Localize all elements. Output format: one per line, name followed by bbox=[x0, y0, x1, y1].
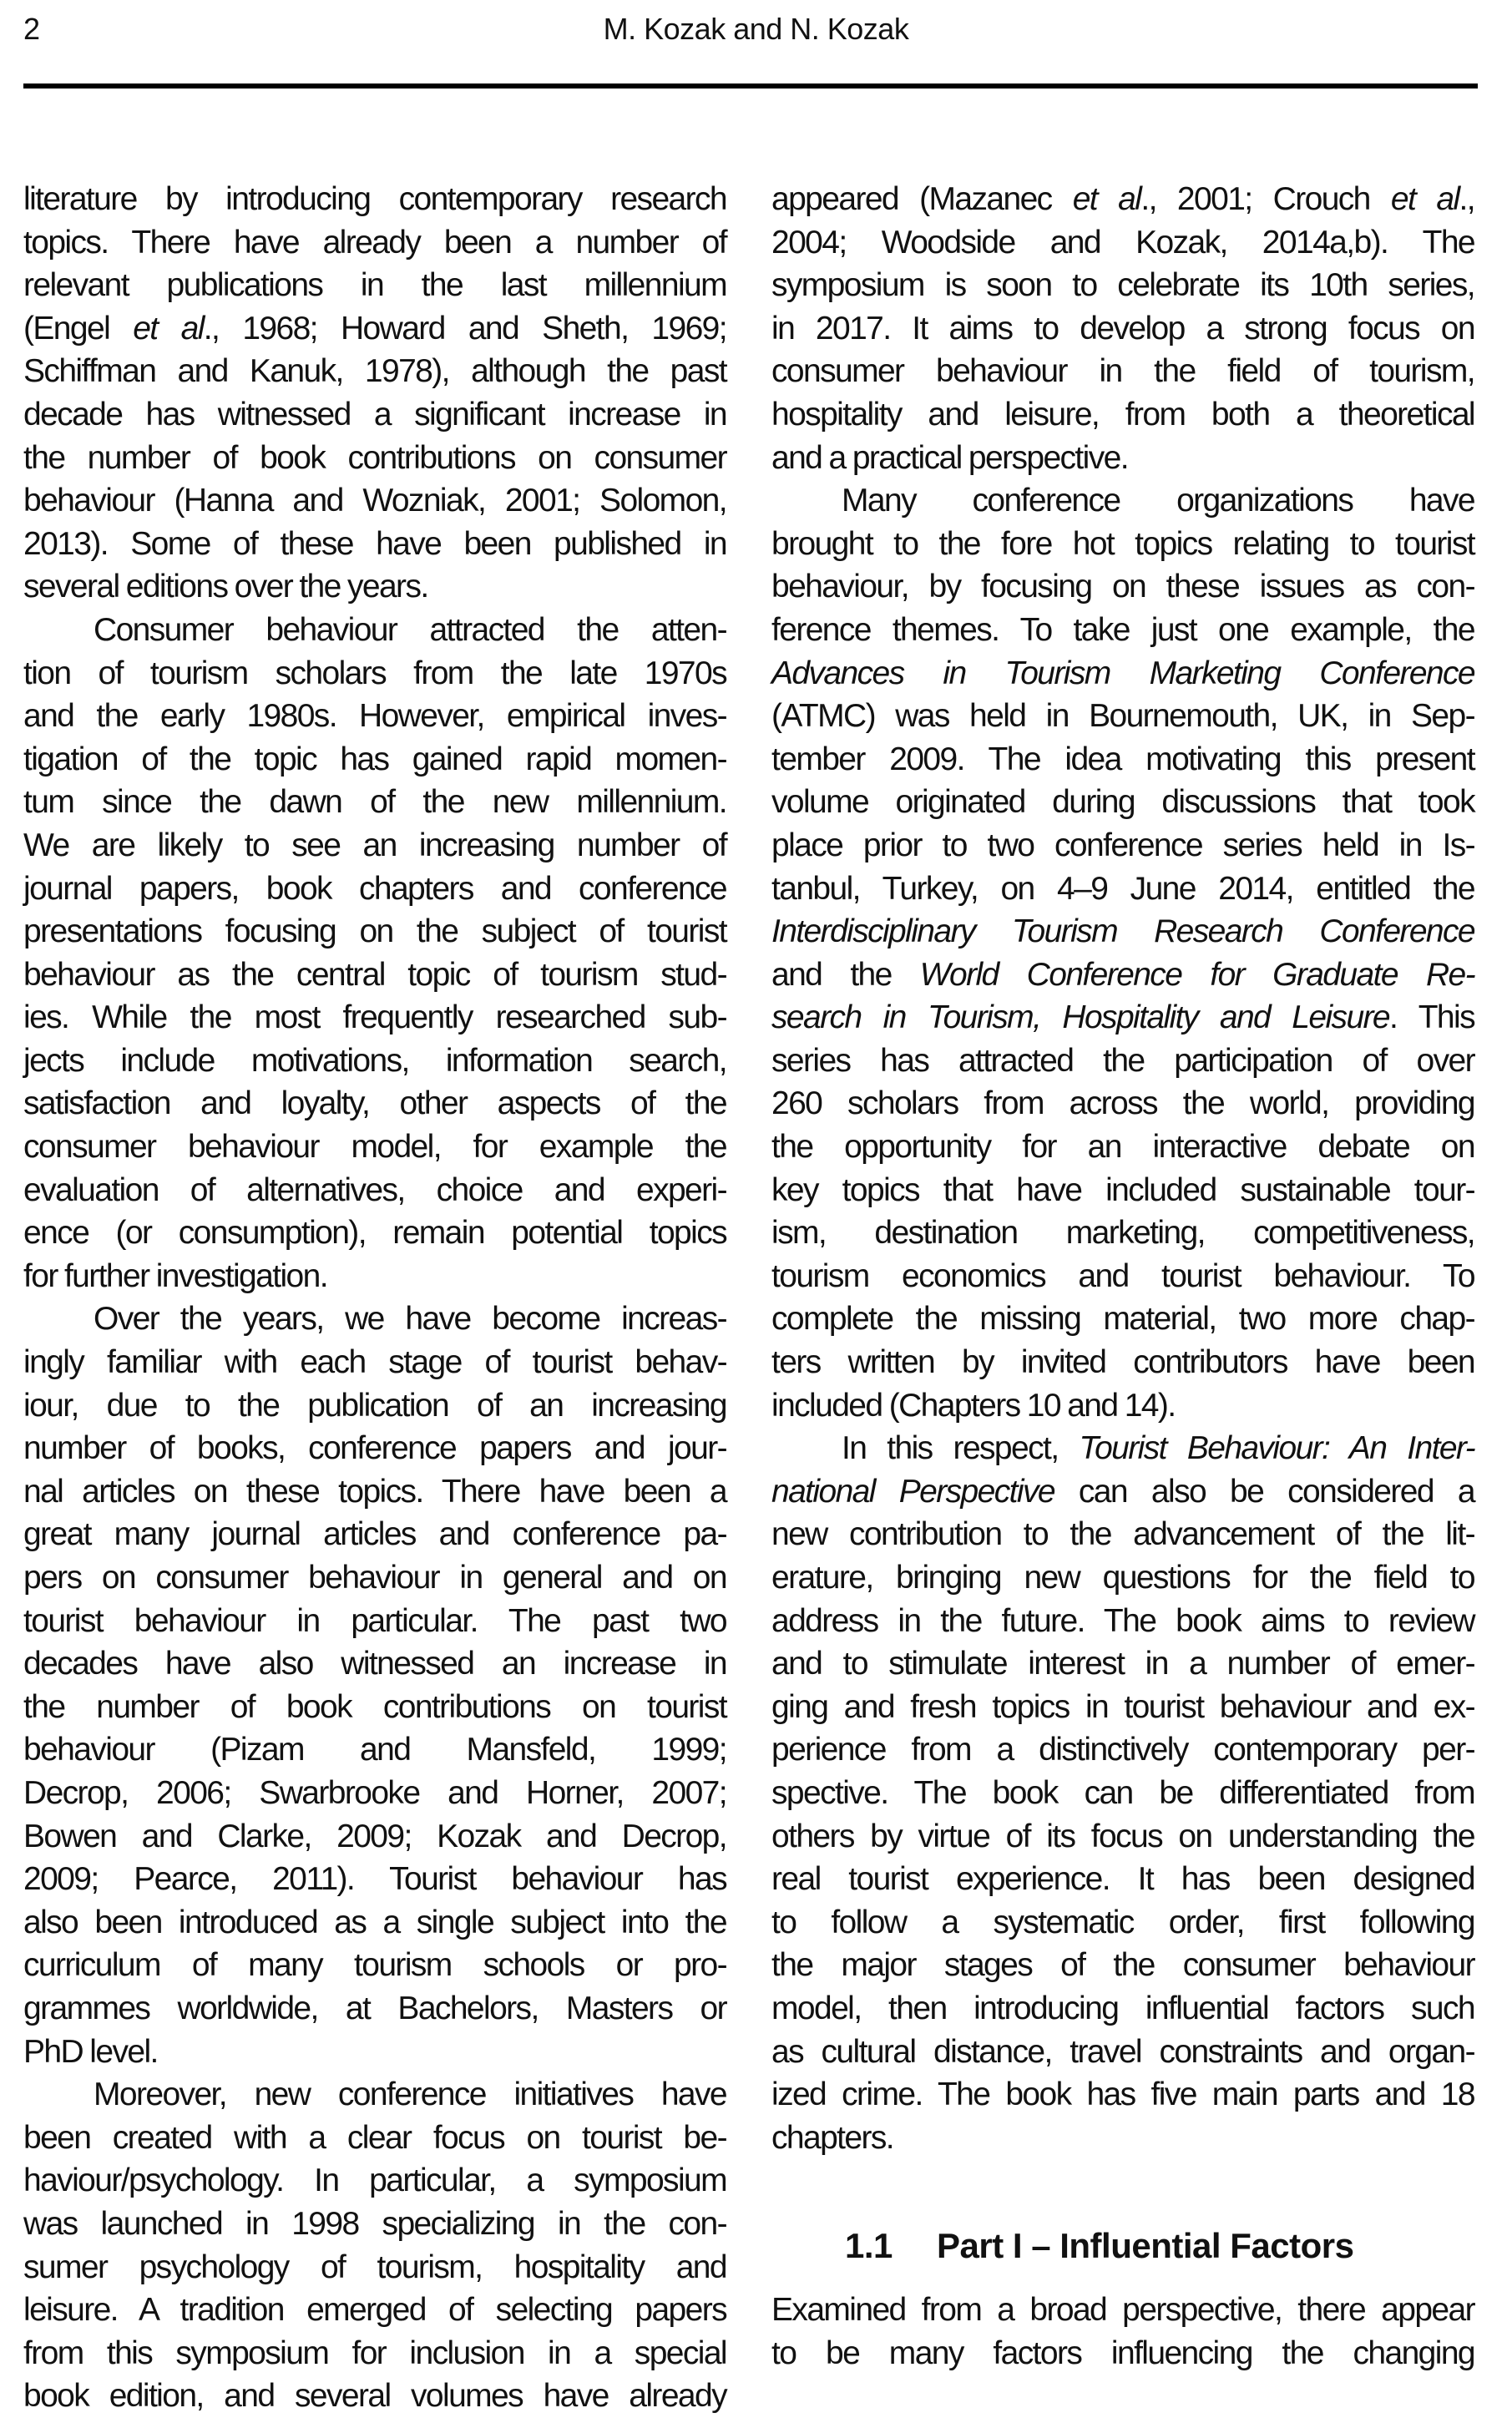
text-line: spective. The book can be differentiated from bbox=[771, 1774, 1474, 1811]
text-line: for further investigation. bbox=[23, 1257, 327, 1294]
text-line: In this respect, Tourist Behaviour: An Inter- bbox=[842, 1430, 1474, 1467]
text-line: and the early 1980s. However, empirical inves- bbox=[23, 698, 726, 735]
italic-text: Interdisciplinary Tourism Research Conference bbox=[771, 913, 1474, 950]
section-number: 1.1 bbox=[845, 2225, 893, 2265]
section-body bbox=[771, 2289, 1474, 2375]
running-head bbox=[0, 12, 1512, 53]
text-line: to follow a systematic order, first following bbox=[771, 1904, 1474, 1940]
text-line: (ATMC) was held in Bournemouth, UK, in Sep- bbox=[771, 698, 1474, 735]
text-line: tigation of the topic has gained rapid momen- bbox=[23, 741, 726, 777]
italic-text: et al bbox=[1390, 181, 1459, 217]
text-line: and a practical perspective. bbox=[771, 439, 1128, 476]
text-line: haviour/psychology. In particular, a symposium bbox=[23, 2163, 726, 2199]
text-line: search in Tourism, Hospitality and Leisure. This bbox=[771, 999, 1474, 1036]
text-line: ference themes. To take just one example, the bbox=[771, 611, 1474, 648]
right-column bbox=[771, 178, 1474, 2375]
text-line: great many journal articles and conference pa- bbox=[23, 1516, 726, 1553]
italic-text: national Perspective bbox=[771, 1473, 1054, 1510]
text-line: Over the years, we have become increas- bbox=[94, 1301, 726, 1338]
text-line: Bowen and Clarke, 2009; Kozak and Decrop, bbox=[23, 1818, 726, 1854]
text-line: 2013). Some of these have been published in bbox=[23, 525, 726, 562]
header-rule bbox=[23, 83, 1478, 89]
text-line: and to stimulate interest in a number of emer- bbox=[771, 1646, 1474, 1682]
italic-text: et al bbox=[133, 310, 204, 347]
italic-text: World Conference for Graduate Re- bbox=[919, 956, 1474, 993]
text-line: brought to the fore hot topics relating to tourist bbox=[771, 525, 1474, 562]
text-line: behaviour (Pizam and Mansfeld, 1999; bbox=[23, 1732, 726, 1768]
text-line: chapters. bbox=[771, 2119, 894, 2156]
text-line: 2004; Woodside and Kozak, 2014a,b). The bbox=[771, 224, 1474, 261]
text-line: consumer behaviour in the field of tourism, bbox=[771, 353, 1474, 390]
text-line: included (Chapters 10 and 14). bbox=[771, 1387, 1176, 1424]
left-column bbox=[23, 178, 726, 2418]
text-line: leisure. A tradition emerged of selecting papers bbox=[23, 2292, 726, 2329]
page-number: 2 bbox=[23, 12, 40, 46]
italic-text: Tourist Behaviour: An Inter- bbox=[1079, 1430, 1474, 1467]
text-line: tion of tourism scholars from the late 1970s bbox=[23, 655, 726, 691]
text-line: number of books, conference papers and jour- bbox=[23, 1430, 726, 1467]
text-line: evaluation of alternatives, choice and experi- bbox=[23, 1171, 726, 1208]
text-line: perience from a distinctively contemporary per- bbox=[771, 1732, 1474, 1768]
text-line: volume originated during discussions that took bbox=[771, 784, 1474, 821]
text-line: was launched in 1998 specializing in the con- bbox=[23, 2205, 726, 2242]
text-line: sumer psychology of tourism, hospitality and bbox=[23, 2249, 726, 2285]
text-line: pers on consumer behaviour in general and on bbox=[23, 1560, 726, 1596]
text-line: several editions over the years. bbox=[23, 569, 428, 605]
text-line bbox=[771, 652, 1474, 696]
running-title: M. Kozak and N. Kozak bbox=[603, 12, 909, 46]
text-line: series has attracted the participation of over bbox=[771, 1042, 1474, 1079]
right-column-body bbox=[771, 178, 1474, 2159]
text-line: iour, due to the publication of an increasing bbox=[23, 1387, 726, 1424]
text-line: tanbul, Turkey, on 4–9 June 2014, entitled the bbox=[771, 870, 1474, 907]
text-line: Consumer behaviour attracted the atten- bbox=[94, 611, 726, 648]
text-line: also been introduced as a single subject into the bbox=[23, 1904, 726, 1940]
text-line: in 2017. It aims to develop a strong focus on bbox=[771, 310, 1474, 347]
text-line: erature, bringing new questions for the field to bbox=[771, 1560, 1474, 1596]
text-line: ters written by invited contributors have been bbox=[771, 1344, 1474, 1381]
text-line: the major stages of the consumer behaviour bbox=[771, 1947, 1474, 1984]
text-line: as cultural distance, travel constraints and organ- bbox=[771, 2033, 1474, 2070]
text-line: Decrop, 2006; Swarbrooke and Horner, 2007; bbox=[23, 1774, 726, 1811]
text-line: PhD level. bbox=[23, 2033, 158, 2070]
text-line: model, then introducing influential factors such bbox=[771, 1990, 1474, 2026]
text-line: and the World Conference for Graduate Re- bbox=[771, 956, 1474, 993]
text-line: Examined from a broad perspective, there appear bbox=[771, 2291, 1474, 2328]
text-line: satisfaction and loyalty, other aspects of the bbox=[23, 1085, 726, 1122]
text-line: the opportunity for an interactive debate on bbox=[771, 1129, 1474, 1166]
text-line: nal articles on these topics. There have been a bbox=[23, 1473, 726, 1510]
text-line: presentations focusing on the subject of tourist bbox=[23, 913, 726, 950]
text-line: curriculum of many tourism schools or pro- bbox=[23, 1947, 726, 1984]
text-line: ence (or consumption), remain potential topics bbox=[23, 1215, 726, 1252]
text-line: real tourist experience. It has been designed bbox=[771, 1861, 1474, 1898]
text-line: national Perspective can also be considered a bbox=[771, 1473, 1474, 1510]
text-line: grammes worldwide, at Bachelors, Masters or bbox=[23, 1990, 726, 2026]
text-line: ies. While the most frequently researched sub- bbox=[23, 999, 726, 1036]
italic-text: search in Tourism, Hospitality and Leisure bbox=[771, 999, 1390, 1036]
text-line: decade has witnessed a significant increase in bbox=[23, 396, 726, 433]
text-line: place prior to two conference series held in Is- bbox=[771, 827, 1474, 863]
text-line: journal papers, book chapters and conference bbox=[23, 870, 726, 907]
text-line: tourist behaviour in particular. The past two bbox=[23, 1602, 726, 1639]
text-line: decades have also witnessed an increase in bbox=[23, 1646, 726, 1682]
text-line: ging and fresh topics in tourist behaviour and ex- bbox=[771, 1688, 1474, 1725]
section-title: Part I – Influential Factors bbox=[937, 2225, 1354, 2265]
text-line: from this symposium for inclusion in a special bbox=[23, 2335, 726, 2371]
text-line: Many conference organizations have bbox=[842, 483, 1474, 519]
text-line: others by virtue of its focus on understanding the bbox=[771, 1818, 1474, 1854]
text-line: behaviour (Hanna and Wozniak, 2001; Solomon, bbox=[23, 483, 726, 519]
text-line: new contribution to the advancement of the lit- bbox=[771, 1516, 1474, 1553]
italic-text: et al bbox=[1072, 181, 1141, 217]
text-line: ingly familiar with each stage of tourist behav- bbox=[23, 1344, 726, 1381]
text-line: to be many factors influencing the changing bbox=[771, 2335, 1474, 2371]
text-line: 2009; Pearce, 2011). Tourist behaviour has bbox=[23, 1861, 726, 1898]
text-line: the number of book contributions on tourist bbox=[23, 1688, 726, 1725]
text-line: (Engel et al., 1968; Howard and Sheth, 1969; bbox=[23, 310, 727, 347]
text-line: literature by introducing contemporary research bbox=[23, 181, 726, 217]
text-line: Moreover, new conference initiatives have bbox=[94, 2077, 726, 2113]
text-line: behaviour as the central topic of tourism stud- bbox=[23, 956, 726, 993]
spacer bbox=[771, 2159, 1474, 2203]
text-line: behaviour, by focusing on these issues as con- bbox=[771, 569, 1474, 605]
text-line: symposium is soon to celebrate its 10th series, bbox=[771, 267, 1474, 304]
text-line: ized crime. The book has five main parts and 18 bbox=[771, 2077, 1474, 2113]
text-line: tum since the dawn of the new millennium. bbox=[23, 784, 726, 821]
text-line: ism, destination marketing, competitiveness, bbox=[771, 1215, 1474, 1252]
text-line: Schiffman and Kanuk, 1978), although the past bbox=[23, 353, 726, 390]
text-line: address in the future. The book aims to review bbox=[771, 1602, 1474, 1639]
text-line: book edition, and several volumes have already bbox=[23, 2378, 726, 2415]
text-line: 260 scholars from across the world, providing bbox=[771, 1085, 1474, 1122]
text-line: tourism economics and tourist behaviour. To bbox=[771, 1257, 1474, 1294]
text-line: topics. There have already been a number of bbox=[23, 224, 726, 261]
text-line: relevant publications in the last millennium bbox=[23, 267, 726, 304]
text-line bbox=[771, 910, 1474, 954]
italic-text: Advances in Tourism Marketing Conference bbox=[771, 655, 1474, 691]
text-line: key topics that have included sustainable tour- bbox=[771, 1171, 1474, 1208]
text-line: been created with a clear focus on tourist be- bbox=[23, 2119, 726, 2156]
text-line: appeared (Mazanec et al., 2001; Crouch et al., bbox=[771, 181, 1474, 217]
text-line: hospitality and leisure, from both a theoretical bbox=[771, 396, 1474, 433]
text-line: the number of book contributions on consumer bbox=[23, 439, 726, 476]
text-line: jects include motivations, information search, bbox=[23, 1042, 726, 1079]
text-line: We are likely to see an increasing number of bbox=[23, 827, 726, 863]
section-heading bbox=[771, 2203, 1474, 2289]
text-line: tember 2009. The idea motivating this present bbox=[771, 741, 1474, 777]
text-line: consumer behaviour model, for example the bbox=[23, 1129, 726, 1166]
text-line: complete the missing material, two more chap- bbox=[771, 1301, 1474, 1338]
